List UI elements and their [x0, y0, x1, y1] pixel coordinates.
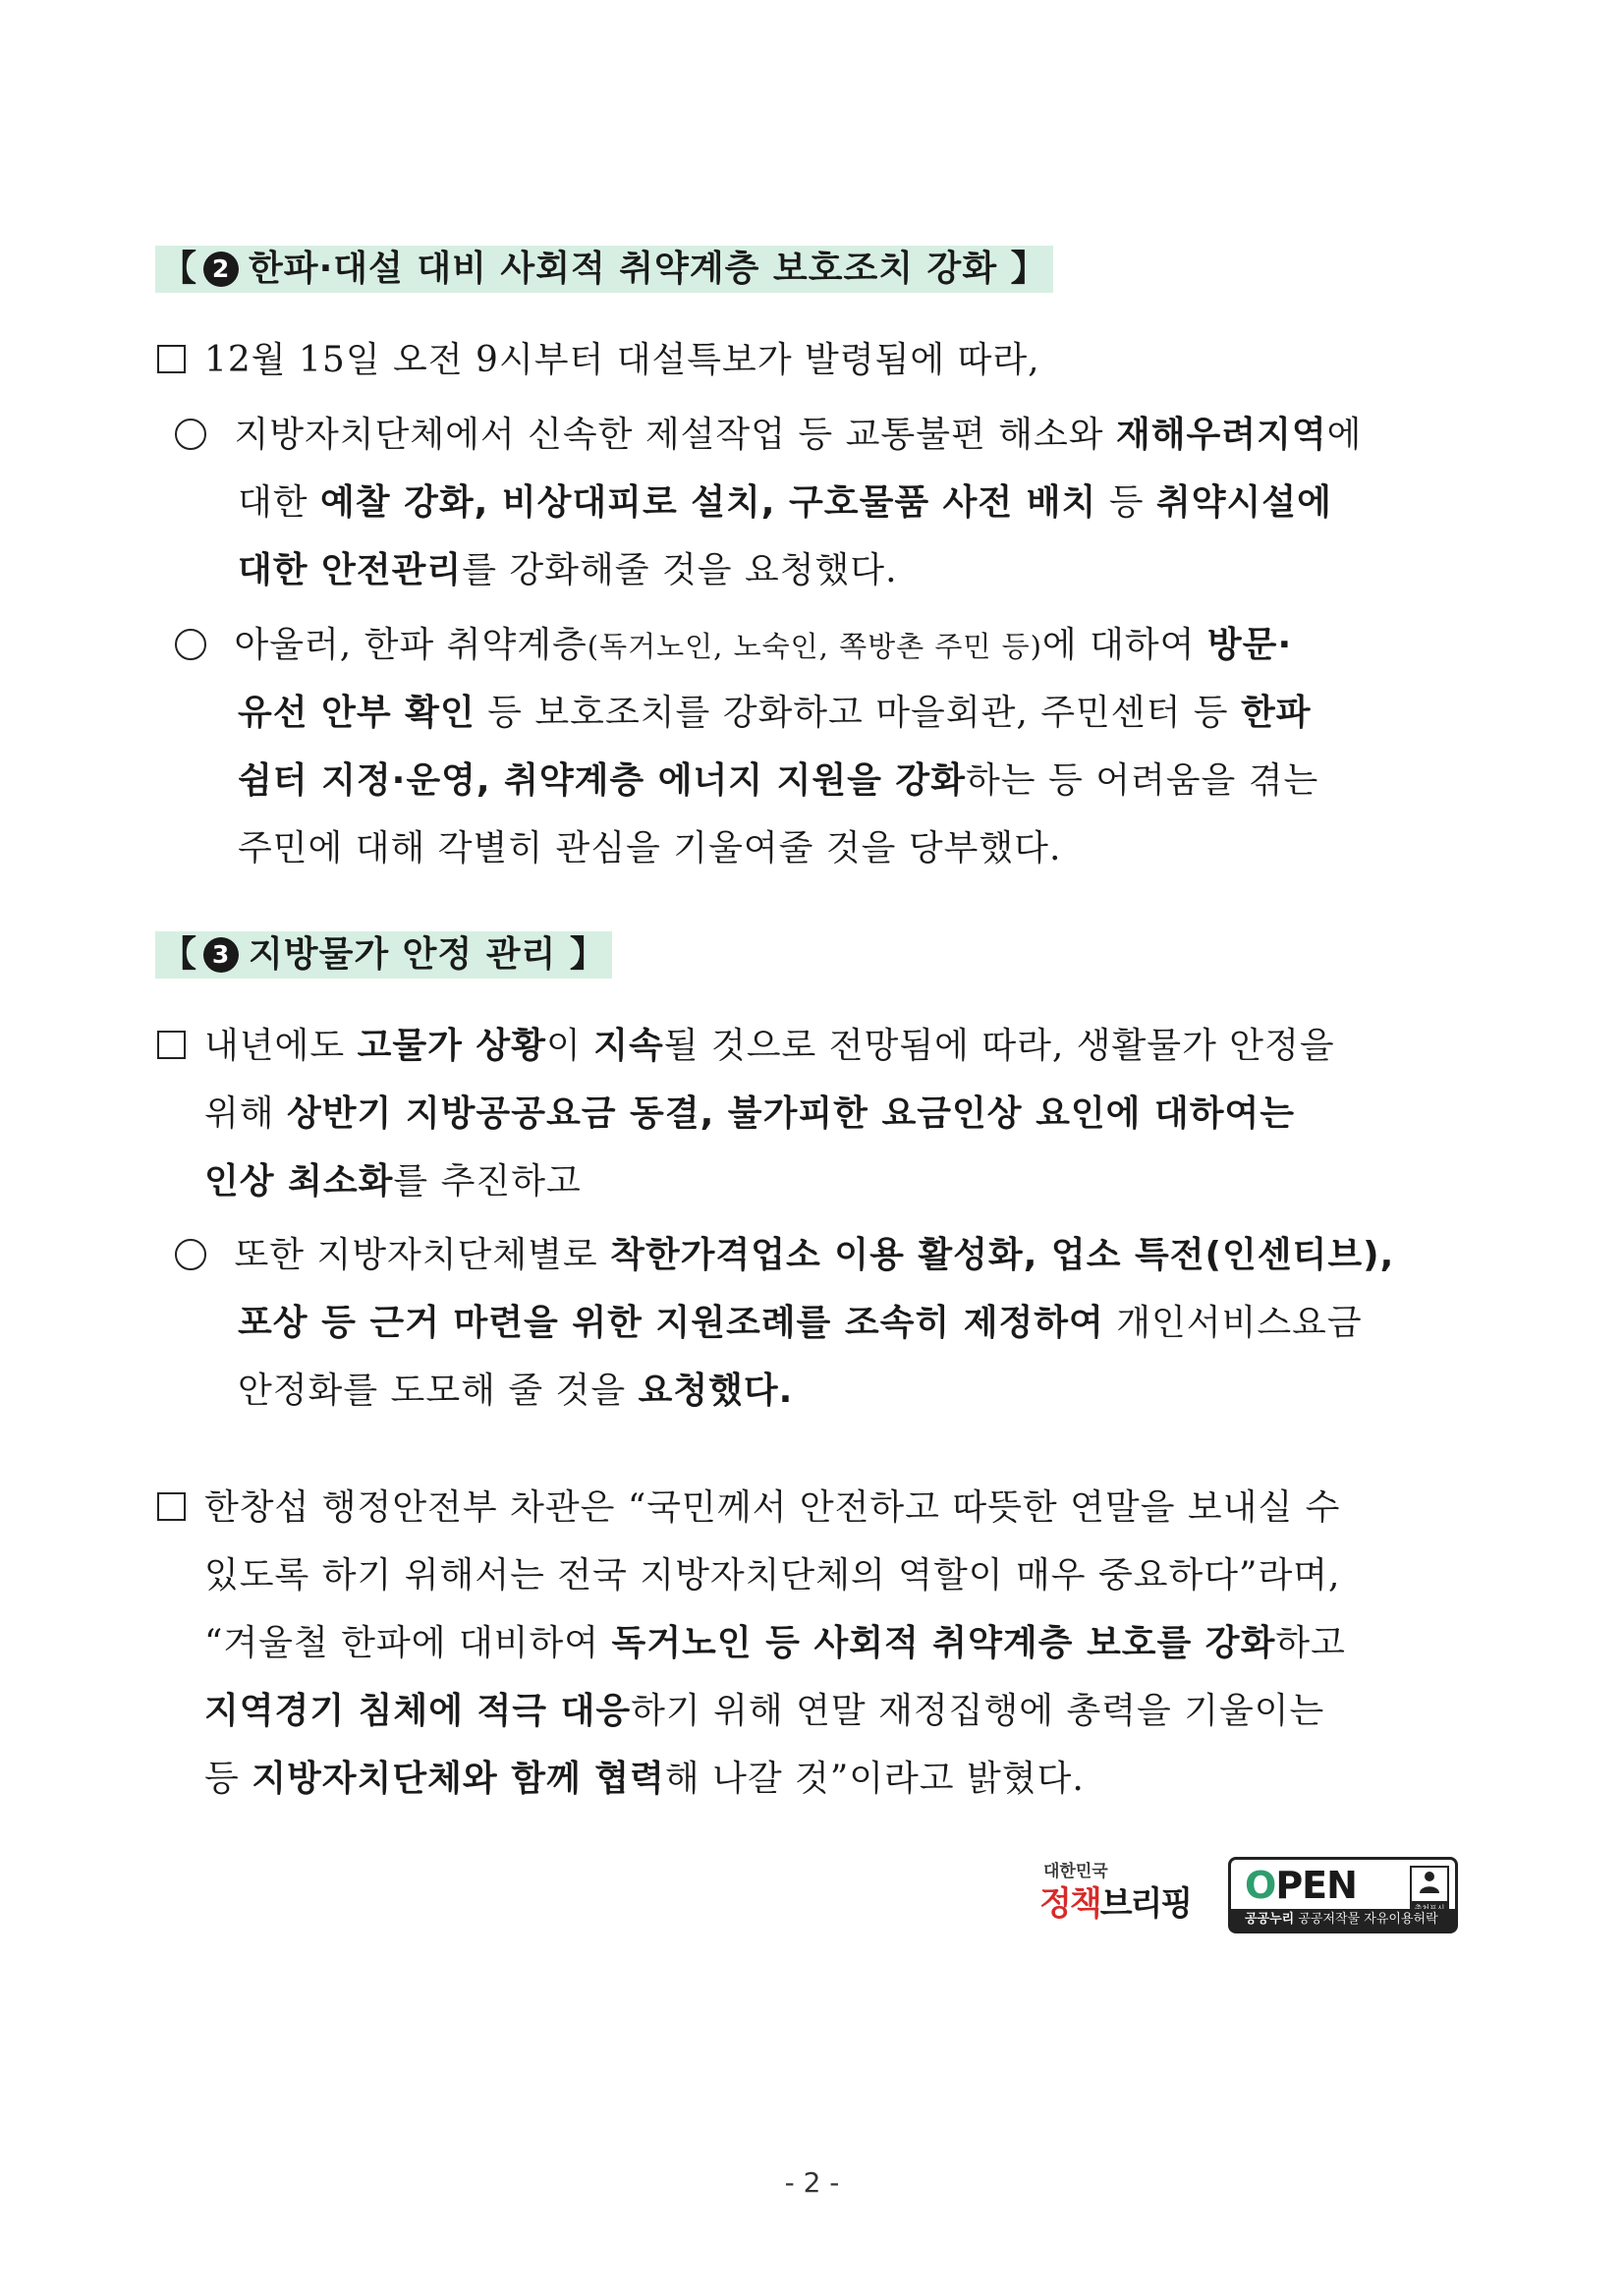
- license-strip-text: 공공저작물 자유이용허락: [1294, 1912, 1438, 1927]
- license-strip-bold: 공공누리: [1245, 1912, 1295, 1927]
- bold-text-run: 고물가 상황: [357, 1026, 546, 1066]
- text-run: 지방자치단체에서 신속한 제설작업 등 교통불편 해소와: [234, 415, 1116, 455]
- text-run: 안정화를 도모해 줄 것을: [238, 1371, 639, 1411]
- bold-text-run: 독거노인 등 사회적 취약계층 보호를 강화: [611, 1623, 1276, 1663]
- text-run: 내년에도: [204, 1026, 358, 1066]
- bold-text-run: 지방자치단체와 함께 협력: [252, 1759, 665, 1799]
- text-run: 있도록 하기 위해서는 전국 지방자치단체의 역할이 매우 중요하다”라며,: [204, 1555, 1341, 1596]
- text-run: 등 보호조치를 강화하고 마을회관, 주민센터 등: [475, 693, 1242, 733]
- text-run: 등: [204, 1759, 252, 1799]
- parenthetical-text: (독거노인, 노숙인, 쪽방촌 주민 등): [587, 630, 1042, 663]
- bold-text-run: 쉼터 지정·운영, 취약계층 에너지 지원을 강화: [238, 760, 966, 801]
- open-bracket: 【: [161, 249, 198, 289]
- paragraph-snow-removal: [175, 401, 1362, 604]
- section-number-badge: 3: [203, 937, 239, 973]
- bold-text-run: 대한 안전관리: [238, 550, 463, 590]
- square-bullet-icon: [157, 345, 186, 373]
- section-2-heading: [155, 246, 1053, 293]
- paragraph-good-price-stores: [175, 1221, 1394, 1425]
- text-run: 등: [1096, 482, 1156, 523]
- text-run: 하고: [1275, 1623, 1346, 1663]
- bold-text-run: 포상 등 근거 마련을 위한 지원조례를 조속히 제정하여: [238, 1303, 1104, 1343]
- logo-wordmark: [1039, 1876, 1191, 1925]
- bold-text-run: 한파: [1241, 693, 1312, 733]
- paragraph-snow-warning: [157, 326, 1040, 394]
- section-number-badge: 2: [203, 252, 239, 287]
- text-run: 위해: [204, 1093, 287, 1134]
- section-3-heading: [155, 931, 612, 979]
- bold-text-run: 재해우려지역: [1115, 415, 1327, 455]
- circle-bullet-icon: [175, 1239, 206, 1270]
- circle-bullet-icon: [175, 419, 206, 450]
- kogl-open-license-badge: [1228, 1857, 1458, 1933]
- bold-text-run: 지역경기 침체에 적극 대응: [204, 1691, 632, 1731]
- close-bracket: 】: [1010, 249, 1047, 289]
- text-run: 하는 등 어려움을 겪는: [966, 760, 1319, 801]
- bold-text-run: 상반기 지방공공요금 동결, 불가피한 요금인상 요인에 대하여는: [287, 1093, 1296, 1134]
- license-strip: [1231, 1909, 1455, 1931]
- text-run: 이: [545, 1026, 594, 1066]
- logo-subtitle: 대한민국: [1043, 1862, 1108, 1881]
- logo-text-red: 정책: [1039, 1884, 1100, 1924]
- bold-text-run: 착한가격업소 이용 활성화, 업소 특전(인센티브),: [610, 1235, 1395, 1275]
- text-run: 개인서비스요금: [1103, 1303, 1363, 1343]
- open-bracket: 【: [161, 934, 198, 975]
- text-run: 대한: [238, 482, 320, 523]
- square-bullet-icon: [157, 1492, 186, 1521]
- person-icon: [1418, 1870, 1441, 1893]
- text-run: 아울러, 한파 취약계층: [234, 625, 588, 665]
- circle-bullet-icon: [175, 629, 206, 660]
- page-number: - 2 -: [784, 2166, 840, 2199]
- text-run: 에: [1326, 415, 1363, 455]
- paragraph-cold-wave-vulnerable: [175, 611, 1318, 882]
- text-run: 한창섭 행정안전부 차관은 “국민께서 안전하고 따뜻한 연말을 보내실 수: [204, 1487, 1341, 1528]
- text-run: “겨울철 한파에 대비하여: [204, 1623, 612, 1663]
- bold-text-run: 요청했다.: [638, 1371, 794, 1411]
- square-bullet-icon: [157, 1031, 186, 1059]
- open-rest: PEN: [1275, 1864, 1357, 1907]
- section-title: 한파·대설 대비 사회적 취약계층 보호조치 강화: [249, 249, 998, 289]
- text-run: 또한 지방자치단체별로: [234, 1235, 611, 1275]
- open-wordmark: [1245, 1864, 1357, 1907]
- bold-text-run: 유선 안부 확인: [238, 693, 476, 733]
- bold-text-run: 지속: [593, 1026, 664, 1066]
- text-run: 하기 위해 연말 재정집행에 총력을 기울이는: [631, 1691, 1325, 1731]
- bold-text-run: 취약시설에: [1155, 482, 1332, 523]
- open-o: O: [1245, 1864, 1276, 1907]
- bold-text-run: 예찰 강화, 비상대피로 설치, 구호물품 사전 배치: [320, 482, 1097, 523]
- paragraph-text: 12월 15일 오전 9시부터 대설특보가 발령됨에 따라,: [204, 340, 1040, 380]
- logo-text: 브리핑: [1099, 1884, 1192, 1924]
- attribution-icon: [1410, 1866, 1449, 1903]
- paragraph-vice-minister-quote: [157, 1474, 1346, 1813]
- text-run: 를 강화해줄 것을 요청했다.: [462, 550, 898, 590]
- policy-briefing-logo: [1039, 1857, 1212, 1935]
- text-run: 해 나갈 것”이라고 밝혔다.: [664, 1759, 1085, 1799]
- bold-text-run: 인상 최소화: [204, 1161, 394, 1202]
- paragraph-price-freeze: [157, 1012, 1335, 1215]
- bold-text-run: 방문·: [1206, 625, 1293, 665]
- close-bracket: 】: [569, 934, 606, 975]
- text-run: 될 것으로 전망됨에 따라, 생활물가 안정을: [663, 1026, 1335, 1066]
- section-title: 지방물가 안정 관리: [249, 934, 557, 975]
- text-run: 주민에 대해 각별히 관심을 기울여줄 것을 당부했다.: [238, 828, 1062, 868]
- text-run: 에 대하여: [1041, 625, 1207, 665]
- text-run: 를 추진하고: [393, 1161, 582, 1202]
